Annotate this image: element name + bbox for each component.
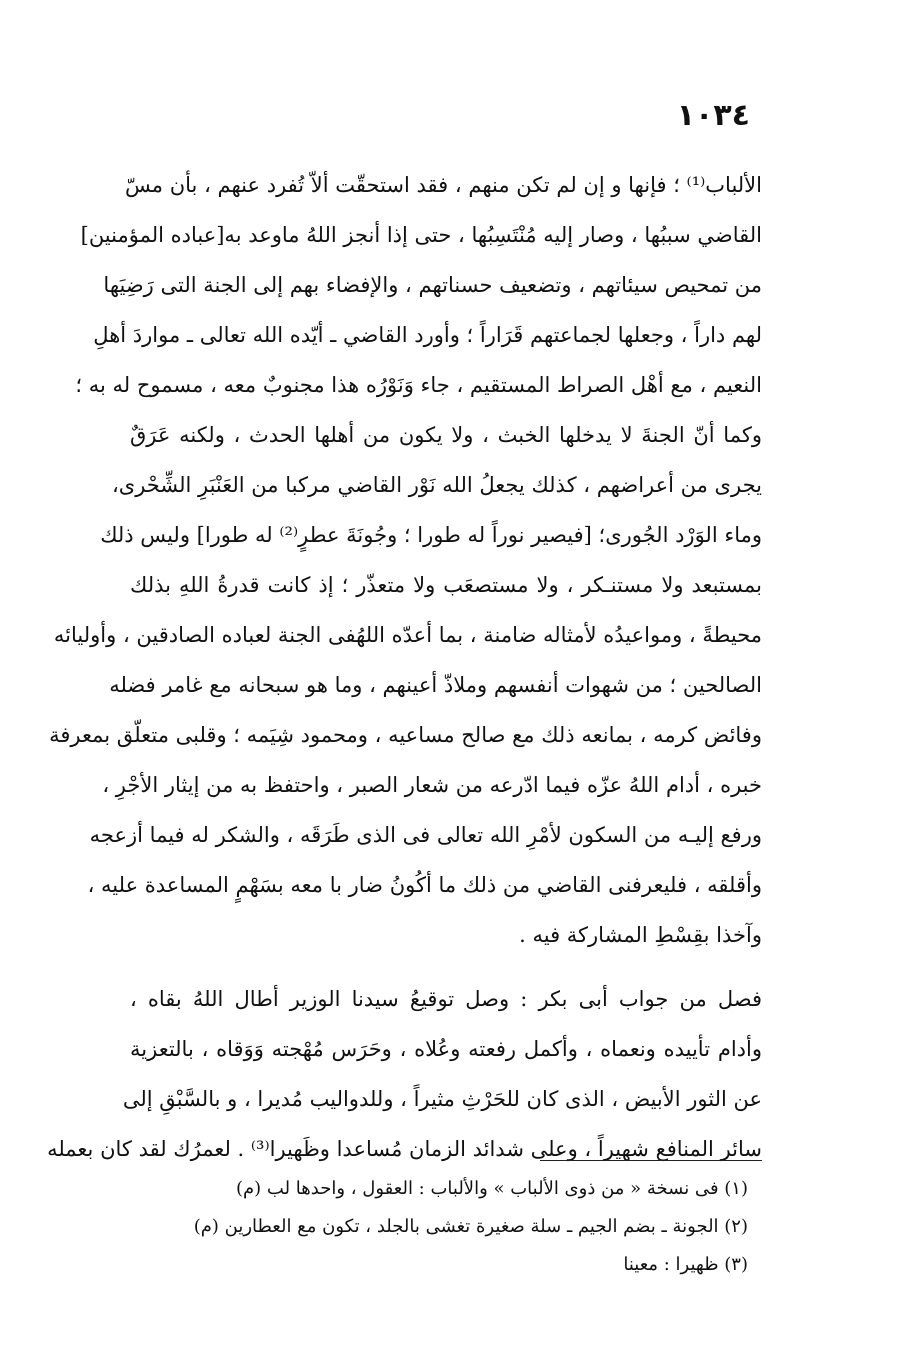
text-line: خبره ، أدام اللهُ عزّه فيما ادّرعه من شعار الصبر ، واحتفظ به من إيثار الأجْرِ ،	[102, 773, 762, 797]
text-line: وماء الوَرْد الجُورى؛ [فيصير نوراً له طورا ؛ وجُونَةَ عطرٍ⁽²⁾ له طورا] وليس ذلك	[100, 523, 762, 547]
text-line: وفائض كرمه ، بمانعه ذلك مع صالح مساعيه ، ومحمود شِيَمه ؛ وقلبى متعلّق بمعرفة	[49, 723, 762, 747]
text-line: وأقلقه ، فليعرفنى القاضي من ذلك ما أكُونُ ضار با معه بسَهْمٍ المساعدة عليه ،	[87, 873, 762, 897]
footnote: (٢) الجونة ـ بضم الجيم ـ سلة صغيرة تغشى بالجلد ، تكون مع العطارين (م)	[193, 1216, 748, 1237]
text-line: وأدام تأييده ونعماه ، وأكمل رفعته وعُلاه ، وحَرَس مُهْجته وَوَقاه ، بالتعزية	[130, 1037, 762, 1061]
page-number: ١٠٣٤	[676, 98, 750, 133]
paragraph-2	[47, 974, 762, 1174]
text-line: فصل من جواب أبى بكر : وصل توقيعُ سيدنا الوزير أطال اللهُ بقاه ،	[130, 987, 762, 1011]
footnotes	[138, 1170, 748, 1284]
text-line: ورفع إليـه من السكون لأمْرِ الله تعالى فى الذى طَرَقَه ، والشكر له فيما أزعجه	[89, 823, 762, 847]
paragraph-gap	[130, 960, 762, 974]
footnote: (١) فى نسخة « من ذوى الألباب » والألباب : العقول ، واحدها لب (م)	[236, 1178, 748, 1199]
footnote-separator	[540, 1160, 762, 1161]
text-line: بمستبعد ولا مستنـكر ، ولا مستصعَب ولا متعذّر ؛ إذ كانت قدرةُ اللهِ بذلك	[130, 573, 762, 597]
text-line: القاضي سببُها ، وصار إليه مُنْتَسِبُها ، حتى إذا أنجز اللهُ ماوعد به[عباده المؤمنين]	[80, 223, 762, 247]
text-line: الصالحين ؛ من شهوات أنفسهم وملاذّ أعينهم ، وما هو سبحانه مع غامر فضله	[109, 673, 762, 697]
text-line: النعيم ، مع أهْل الصراط المستقيم ، جاء وَنَوْرُه هذا مجنوبٌ معه ، مسموح له به ؛	[75, 373, 762, 397]
text-line: وآخذا بقِسْطِ المشاركة فيه .	[519, 923, 762, 947]
text-line: عن الثور الأبيض ، الذى كان للحَرْثِ مثيراً ، وللدواليب مُديرا ، و بالسَّبْقِ إلى	[122, 1087, 762, 1111]
text-line: الألباب⁽¹⁾ ؛ فإنها و إن لم تكن منهم ، فقد استحقّت ألاّ تُفرد عنهم ، بأن مسّ	[125, 173, 762, 197]
body-text	[47, 160, 762, 1174]
text-line: لهم داراً ، وجعلها لجماعتهم قَرَاراً ؛ وأورد القاضي ـ أيّده الله تعالى ـ مواردَ أهلِ	[93, 323, 762, 347]
text-line: محيطةً ، ومواعيدُه لأمثاله ضامنة ، بما أعدّه اللهُفى الجنة لعباده الصادقين ، وأوليائه	[53, 623, 762, 647]
text-line: وكما أنّ الجنةَ لا يدخلها الخبث ، ولا يكون من أهلها الحدث ، ولكنه عَرَقٌ	[130, 423, 762, 447]
text-line: من تمحيص سيئاتهم ، وتضعيف حسناتهم ، والإفضاء بهم إلى الجنة التى رَضِيَها	[103, 273, 762, 297]
text-line: يجرى من أعراضهم ، كذلك يجعلُ الله نَوْر القاضي مركبا من العَنْبَرِ الشِّحْرى،	[112, 473, 762, 497]
text-line: سائر المنافع شهيراً ، وعلى شدائد الزمان مُساعدا وظَهيرا⁽³⁾ . لعمرُك لقد كان بعمله	[47, 1137, 762, 1161]
footnote: (٣) ظهيرا : معينا	[623, 1254, 748, 1275]
paragraph-1	[49, 160, 762, 960]
